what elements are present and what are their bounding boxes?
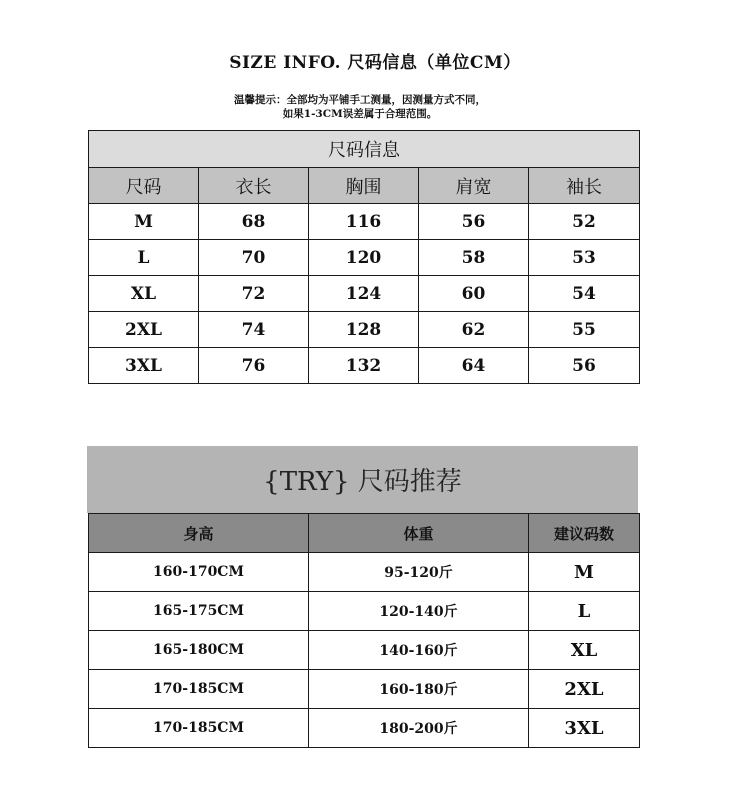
header-cell: 尺码 [89, 168, 199, 204]
size-table-header-row [89, 168, 640, 204]
table-row [89, 348, 640, 384]
table-cell: 53 [529, 240, 640, 276]
table-row [89, 553, 640, 592]
table-cell: 120 [309, 240, 419, 276]
table-cell: 62 [419, 312, 529, 348]
measurement-note [0, 93, 720, 121]
recommend-header-row [89, 514, 640, 553]
table-row [89, 631, 640, 670]
table-cell: 60 [419, 276, 529, 312]
table-cell: 2XL [89, 312, 199, 348]
table-cell: 74 [199, 312, 309, 348]
size-recommend-banner: {TRY} 尺码推荐 [87, 446, 638, 513]
table-cell: 3XL [89, 348, 199, 384]
table-cell: 70 [199, 240, 309, 276]
table-row [89, 670, 640, 709]
size-info-table [88, 130, 640, 384]
height-cell: 165-180CM [89, 631, 309, 670]
height-cell: 170-185CM [89, 709, 309, 748]
size-cell: 3XL [529, 709, 640, 748]
table-row [89, 592, 640, 631]
note-line-1: 温馨提示：全部均为平铺手工测量，因测量方式不同， [234, 94, 486, 106]
weight-cell: 180-200斤 [309, 709, 529, 748]
table-cell: 132 [309, 348, 419, 384]
table-row [89, 312, 640, 348]
size-cell: XL [529, 631, 640, 670]
table-cell: M [89, 204, 199, 240]
size-table-caption: 尺码信息 [89, 131, 640, 168]
table-row [89, 709, 640, 748]
header-cell: 袖长 [529, 168, 640, 204]
note-line-2: 如果1-3CM误差属于合理范围。 [282, 108, 438, 120]
size-cell: L [529, 592, 640, 631]
table-cell: 55 [529, 312, 640, 348]
table-cell: 68 [199, 204, 309, 240]
weight-cell: 120-140斤 [309, 592, 529, 631]
table-cell: 56 [529, 348, 640, 384]
table-row [89, 240, 640, 276]
header-cell: 体重 [309, 514, 529, 553]
table-row [89, 204, 640, 240]
table-cell: 124 [309, 276, 419, 312]
table-cell: XL [89, 276, 199, 312]
table-cell: 116 [309, 204, 419, 240]
weight-cell: 140-160斤 [309, 631, 529, 670]
size-cell: 2XL [529, 670, 640, 709]
table-cell: L [89, 240, 199, 276]
table-cell: 128 [309, 312, 419, 348]
height-cell: 165-175CM [89, 592, 309, 631]
weight-cell: 95-120斤 [309, 553, 529, 592]
page-title: SIZE INFO. 尺码信息（单位CM） [229, 53, 521, 73]
table-cell: 52 [529, 204, 640, 240]
table-cell: 76 [199, 348, 309, 384]
header-cell: 胸围 [309, 168, 419, 204]
table-cell: 54 [529, 276, 640, 312]
height-cell: 170-185CM [89, 670, 309, 709]
table-cell: 56 [419, 204, 529, 240]
size-recommend-table [88, 513, 640, 748]
height-cell: 160-170CM [89, 553, 309, 592]
size-cell: M [529, 553, 640, 592]
weight-cell: 160-180斤 [309, 670, 529, 709]
table-cell: 58 [419, 240, 529, 276]
header-cell: 建议码数 [529, 514, 640, 553]
header-cell: 衣长 [199, 168, 309, 204]
header-cell: 身高 [89, 514, 309, 553]
table-cell: 64 [419, 348, 529, 384]
table-cell: 72 [199, 276, 309, 312]
table-row [89, 276, 640, 312]
header-cell: 肩宽 [419, 168, 529, 204]
